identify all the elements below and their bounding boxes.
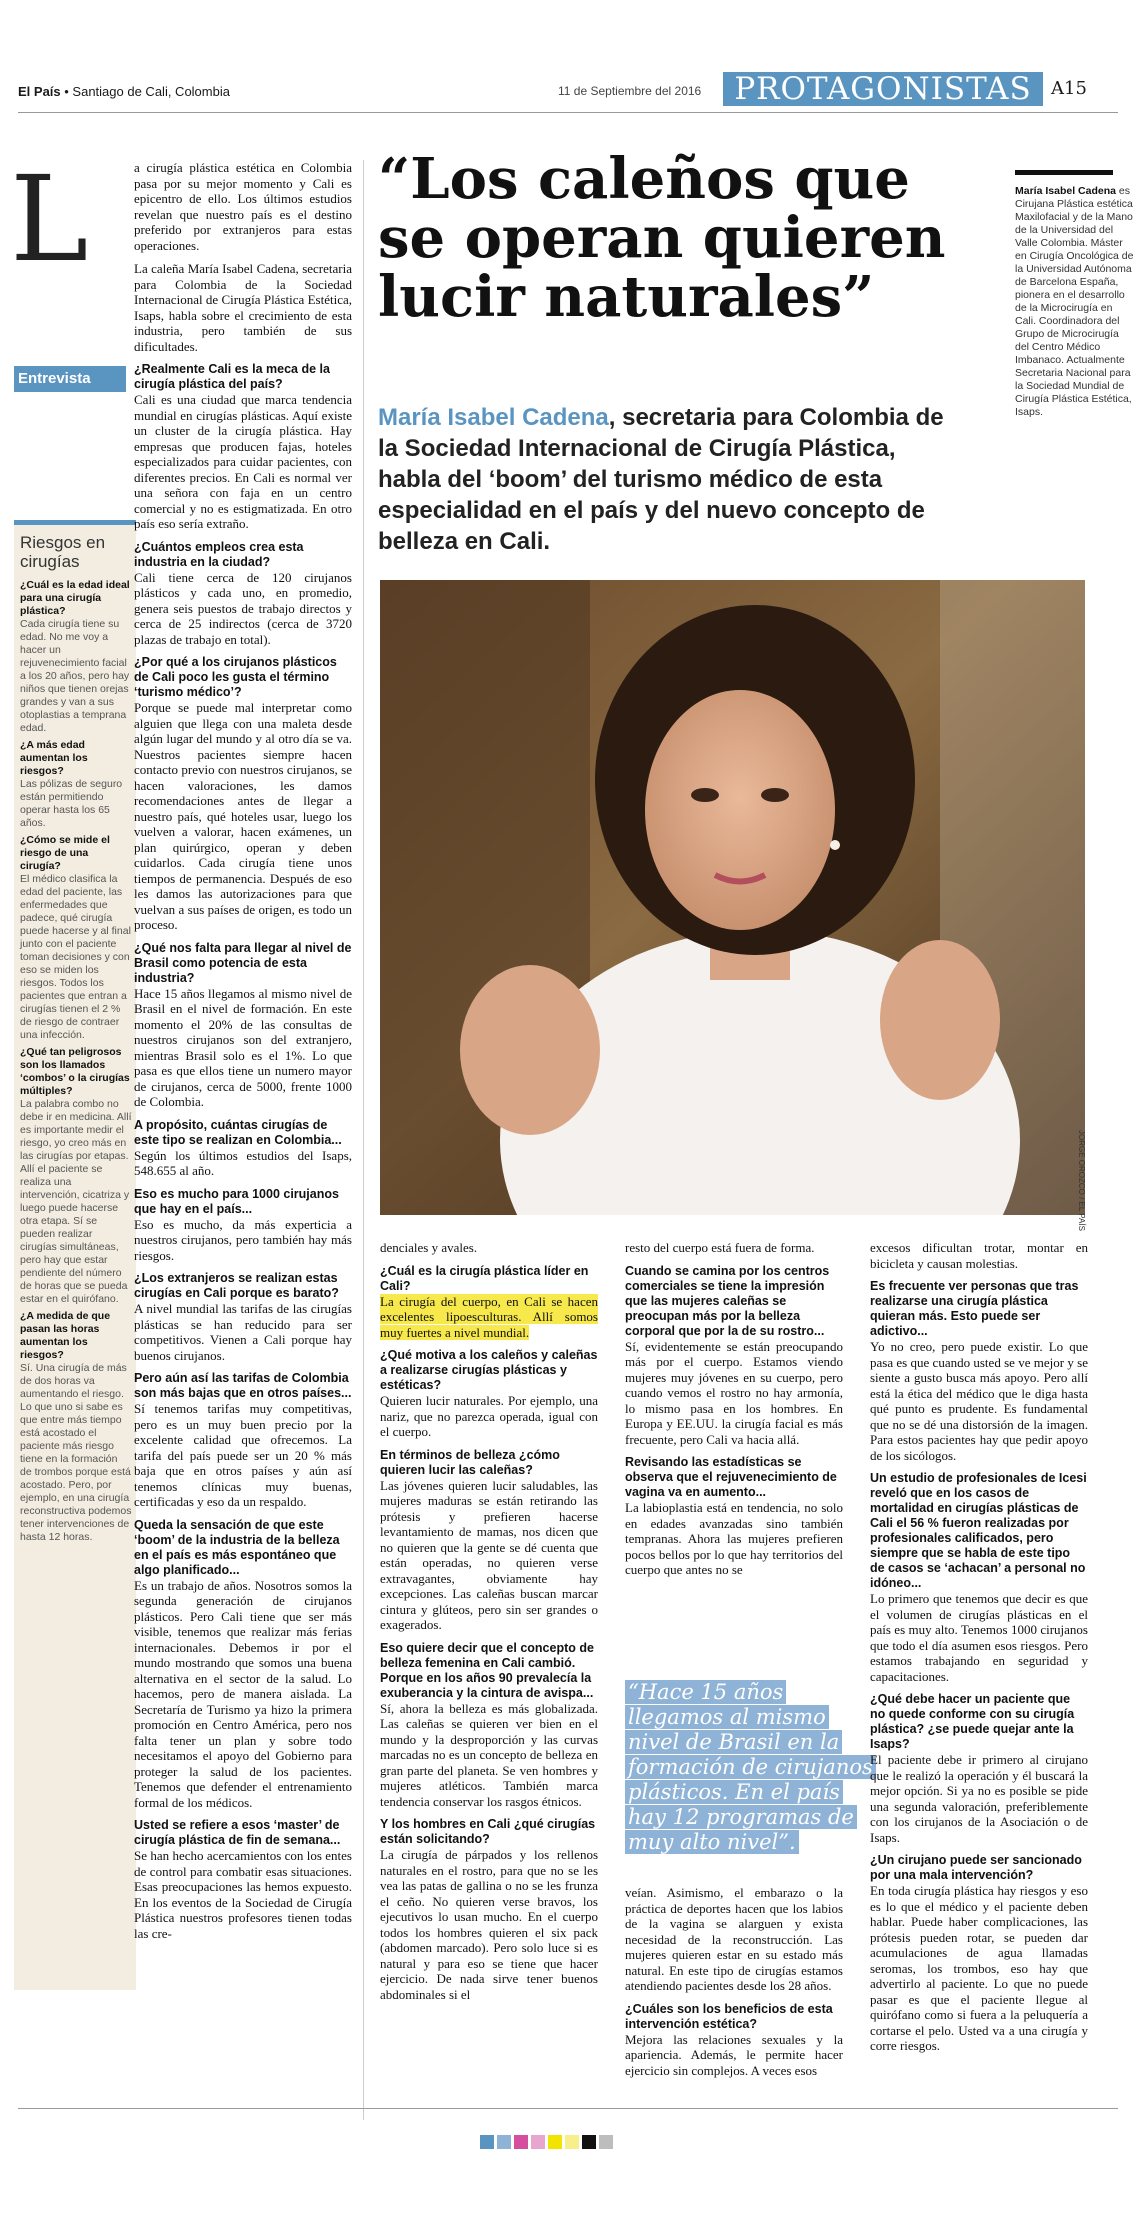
interview-answer: Sí tenemos tarifas muy competitivas, pero es un muy buen precio por la excelente calidad que ofrecemos. La tarifa del país puede ser un 20 % más baja que en otros países y aún así tenemos clínicas muy buenas, certificadas y eso da un respaldo. <box>134 1401 352 1509</box>
sidebar-title: Riesgos en cirugías <box>20 533 106 571</box>
color-swatch <box>497 2135 511 2149</box>
interview-answer: Porque se puede mal interpretar como alguien que llega con una maleta desde algún lugar del mundo y al otro día se va. Nuestros pacientes siempre hacen contacto previo con nuestros cirujanos, se hacen valoraciones, les damos recomendaciones antes de llegar a nuestro país, qué hoteles usar, luego los vuelven a valorar, hacen exámenes, un plan quirúrgico, operan y deben cuidarlos. Cada cirugía tiene unos tiempos de permanencia. Después de eso les damos las autorizaciones para que vuelvan a sus países de origen, es todo un proceso. <box>134 700 352 932</box>
drop-cap: L <box>10 150 89 288</box>
interview-question: Un estudio de profesionales de Icesi reveló que en los casos de mortalidad en cirugías plásticas de Cali el 56 % fueron realizadas por profesionales calificados, pero siempre que se habla de este tipo de casos se ‘achacan’ a personal no idóneo... <box>870 1471 1087 1590</box>
color-swatch <box>565 2135 579 2149</box>
author-bio <box>1015 170 1135 419</box>
article-column-1 <box>134 160 352 2110</box>
interview-question: Usted se refiere a esos ‘master’ de cirugía plástica de fin de semana... <box>134 1818 341 1847</box>
subhead-name: María Isabel Cadena <box>378 404 609 431</box>
pull-quote <box>625 1680 875 1855</box>
sidebar-answer: Las pólizas de seguro están permitiendo operar hasta los 65 años. <box>20 778 123 829</box>
interview-answer: veían. Asimismo, el embarazo o la práctica de deportes hacen que los labios de la vagina se alarguen y exista necesidad de la reconstrucción. Las mujeres quieren estar en su estado más natural. En este tipo de cirugías estamos atendiendo pacientes desde los 28 años. <box>625 1885 843 1993</box>
interview-question: ¿Los extranjeros se realizan estas cirugías en Cali porque es barato? <box>134 1271 339 1300</box>
interview-answer: En toda cirugía plástica hay riesgos y eso es lo que el médico y el paciente deben hablar. Puede haber complicaciones, las prótesis pueden rotar, se pueden dar acumulaciones de agua llamadas seromas, los trombos, eso hay que advertirlo al paciente. Lo que no puede pasar es que el paciente llegue al quirófano como si fuera a la peluquería a cortarse el pelo. Usted va a una cirugía y corre riesgos. <box>870 1883 1088 2053</box>
bio-name: María Isabel Cadena <box>1015 185 1116 197</box>
intro-paragraph: a cirugía plástica estética en Colombia pasa por su mejor momento y Cali es epicentro de ello. Los últimos estudios revelan que nuestro país es el destino preferido por extranjeros para estas operaciones. <box>134 160 352 253</box>
section-title: PROTAGONISTAS <box>723 72 1043 106</box>
sidebar-question: ¿A medida de que pasan las horas aumentan los riesgos? <box>20 1310 111 1361</box>
article-column-2 <box>380 1240 598 2108</box>
issue-date: 11 de Septiembre del 2016 <box>558 84 702 98</box>
interview-question: Revisando las estadísticas se observa que el rejuvenecimiento de vagina va en aumento... <box>625 1455 837 1499</box>
body-paragraph: resto del cuerpo está fuera de forma. <box>625 1240 815 1255</box>
color-swatch <box>582 2135 596 2149</box>
footer-rule <box>18 2108 1118 2109</box>
body-paragraph: excesos dificultan trotar, montar en bicicleta y causan molestias. <box>870 1240 1088 1271</box>
highlighted-answer: La cirugía del cuerpo, en Cali se hacen excelentes lipoesculturas. Allí somos muy fuertes a nivel mundial. <box>380 1293 598 1340</box>
interview-answer: Yo no creo, pero puede existir. Lo que pasa es que cuando usted se ve mejor y se siente a gusto busca más apoyo. Pero allí está la ética del médico que le diga hasta qué punto es prudente. Es fundamental que no se dé una distorsión de la imagen. Para estos pacientes hay que pedir apoyo de los sicólogos. <box>870 1339 1088 1463</box>
sidebar-question: ¿Cuál es la edad ideal para una cirugía plástica? <box>20 579 130 617</box>
headline: “Los caleños que se operan quieren lucir naturales” <box>378 146 946 330</box>
interview-question: ¿Cuál es la cirugía plástica líder en Cali? <box>380 1263 589 1293</box>
sidebar-answer: El médico clasifica la edad del paciente, las enfermedades que padece, qué cirugía puede hacerse y al final junto con el paciente toman decisiones y con eso se miden los riesgos. Todos los pacientes que entran a cirugías tienen el 2 % de riesgo de contraer una infección. <box>20 873 131 1041</box>
interview-answer: Sí, evidentemente se están preocupando más por el cuerpo. Estamos viendo mujeres muy jóvenes en su cuerpo, pero cuando vemos el rostro no hay armonía, lo mismo pasa en los hombres. En Europa y EE.UU. la cirugía facial es más frecuente, pero Cali va hacia allá. <box>625 1338 843 1447</box>
interview-answer: Hace 15 años llegamos al mismo nivel de Brasil en el nivel de formación. En este momento el 20% de las consultas de nuestros cirujanos son del extranjero, mientras Brasil solo es el 1%. Lo que pasa es que ellos tiene un numero mayor de cirujanos, cerca de 5000, frente 1000 de Colombia. <box>134 985 352 1109</box>
interview-answer: Eso es mucho, da más experticia a nuestros cirujanos, pero también hay más riesgos. <box>134 1216 352 1263</box>
color-swatch <box>531 2135 545 2149</box>
sidebar-question: ¿A más edad aumentan los riesgos? <box>20 739 88 777</box>
interview-question: ¿Cuáles son los beneficios de esta intervención estética? <box>625 2001 833 2031</box>
bio-text: es Cirujana Plástica estética Maxilofacial y de la Mano de la Universidad del Valle Colombia. Máster en Cirugía Oncológica de la Universidad Autónoma de Barcelona España, pionera en el desarrollo de la Microcirugía en Cali. Coordinadora del Grupo de Microcirugía del Centro Médico Imbanaco. Actualmente Secretaria Nacional para la Sociedad Mundial de Cirugía Plástica Estética, Isaps. <box>1015 185 1134 418</box>
interview-answer: Según los últimos estudios del Isaps, 548.655 al año. <box>134 1147 352 1178</box>
color-swatch <box>514 2135 528 2149</box>
interview-question: ¿Qué motiva a los caleños y caleñas a realizarse cirugías plásticas y estéticas? <box>380 1348 598 1392</box>
interview-question: Pero aún así las tarifas de Colombia son más bajas que en otros países... <box>134 1371 352 1400</box>
interview-answer: Las jóvenes quieren lucir saludables, las mujeres maduras se están retirando las prótesis y prefieren hacerse levantamiento de mamas, nos dicen que no quieren que la gente se dé cuenta que están operadas, no quieren verse extravagantes, obviamente hay excepciones. Las caleñas buscan marcar cintura y glúteos, pero sin ser grandes o exagerados. <box>380 1477 598 1632</box>
header-rule <box>18 112 1118 113</box>
color-registration-swatches <box>480 2135 616 2149</box>
portrait-photo <box>380 580 1085 1215</box>
publication-name: El País <box>18 84 61 99</box>
sidebar-question: ¿Qué tan peligrosos son los llamados ‘combos’ o la cirugías múltiples? <box>20 1046 130 1097</box>
photo-credit: JORGE OROZCO / EL PAÍS <box>1077 1130 1086 1231</box>
publication-line <box>18 84 230 99</box>
interview-question: A propósito, cuántas cirugías de este tipo se realizan en Colombia... <box>134 1117 342 1147</box>
interview-question: ¿Qué debe hacer un paciente que no quede conforme con su cirugía plástica? ¿se puede quejar ante la Isaps? <box>870 1692 1075 1751</box>
interview-question: ¿Qué nos falta para llegar al nivel de Brasil como potencia de esta industria? <box>134 940 352 985</box>
subhead-text: , secretaria para Colombia de la Sociedad Internacional de Cirugía Plástica, habla del ‘boom’ del turismo médico de esta especialidad en el país y del nuevo concepto de belleza en Cali. <box>378 404 944 555</box>
interview-question: Es frecuente ver personas que tras realizarse una cirugía plástica quieran más. Esto puede ser adictivo... <box>870 1279 1079 1338</box>
portrait-illustration <box>380 580 1085 1215</box>
risks-sidebar <box>14 520 136 1990</box>
interview-question: ¿Por qué a los cirujanos plásticos de Cali poco les gusta el término ‘turismo médico’? <box>134 655 337 699</box>
interview-question: Queda la sensación de que este ‘boom’ de la industria de la belleza en el país es más espontáneo que algo planificado... <box>134 1517 340 1577</box>
interview-question: Eso quiere decir que el concepto de belleza femenina en Cali cambió. Porque en los años 90 prevalecía la exuberancia y la cintura de avispa... <box>380 1640 594 1700</box>
section-tag: Entrevista <box>14 366 126 392</box>
interview-question: En términos de belleza ¿cómo quieren lucir las caleñas? <box>380 1447 560 1477</box>
interview-question: ¿Un cirujano puede ser sancionado por una mala intervención? <box>870 1853 1082 1882</box>
sidebar-answer: Cada cirugía tiene su edad. No me voy a hacer un rejuvenecimiento facial a los 20 años, pero hay niños que tienen orejas grandes y van a sus otoplastias a temprana edad. <box>20 618 130 734</box>
color-swatch <box>548 2135 562 2149</box>
interview-answer: A nivel mundial las tarifas de las cirugías plásticas se han reducido para ser competitivos. Vienen a Cali porque hay buenos cirujanos. <box>134 1301 352 1363</box>
interview-question: Y los hombres en Cali ¿qué cirugías están solicitando? <box>380 1817 596 1846</box>
interview-answer: Cali tiene cerca de 120 cirujanos plásticos y cada uno, en promedio, genera seis puestos de trabajo directos y cerca de 25 indirectos (cerca de 3720 plazas de trabajo en total). <box>134 569 352 647</box>
interview-answer: Quieren lucir naturales. Por ejemplo, una nariz, que no parezca operada, igual con el cuerpo. <box>380 1393 598 1439</box>
article-column-3-top <box>625 1240 843 1680</box>
color-swatch <box>599 2135 613 2149</box>
pull-quote-text: “Hace 15 años llegamos al mismo nivel de Brasil en la formación de cirujanos plásticos. En el país hay 12 programas de muy alto nivel”. <box>625 1680 876 1854</box>
interview-answer: Se han hecho acercamientos con los entes de control para combatir esas situaciones. Esas preocupaciones las hemos expuesto. En los eventos de la Sociedad de Cirugía Plástica nuestros profesores tienen todas las cre- <box>134 1848 352 1941</box>
interview-answer: El paciente debe ir primero al cirujano que le realizó la operación y él buscará la mejor opción. Si ya no es posible se pide una segunda valoración, preferiblemente con los cirujanos de la Asociación o de Isaps. <box>870 1752 1088 1845</box>
sidebar-answer: La palabra combo no debe ir en medicina. Allí es importante medir el riesgo, yo creo más en las cirugías por etapas. Allí el paciente se realiza una intervención, cicatriza y luego puede hacerse otra etapa. Sí se pueden realizar cirugías simultáneas, pero hay que estar pendiente del número de horas que se pueda estar en el quirófano. <box>20 1098 132 1305</box>
interview-answer: Cali es una ciudad que marca tendencia mundial en cirugías plásticas. Aquí existe un cluster de la cirugía plástica. Hay empresas que producen fajas, hoteles especializados para cuidar pacientes, con diferentes precios. En Cali es normal ver una señora con faja en un centro comercial y no es estigmatizada. En otro país eso sería extraño. <box>134 392 352 531</box>
interview-answer: La cirugía de párpados y los rellenos naturales en el rostro, para que no se les vea las patas de gallina o no se les frunza el ceño. No quieren verse bravos, los ejecutivos lo usan mucho. En el cuerpo todos los hombres quieren el six pack (abdomen marcado). Pero solo luce si es natural y para eso se tiene que hacer ejercicio. De nada sirve tener buenos abdominales si el <box>380 1847 598 2002</box>
interview-answer: Sí, ahora la belleza es más globalizada. Las caleñas se quieren ver bien en el mundo y la desproporción y las curvas marcadas no es un concepto de belleza en gran parte del planeta. Se ven hombres y mujeres atléticos. También marca tendencia conservar los rasgos étnicos. <box>380 1700 598 1809</box>
interview-question: Eso es mucho para 1000 cirujanos que hay en el país... <box>134 1186 339 1216</box>
interview-question: Cuando se camina por los centros comerciales se tiene la impresión que las mujeres caleñas se preocupan más por la belleza corporal que por la de su rostro... <box>625 1263 830 1338</box>
article-column-4 <box>870 1240 1088 2108</box>
interview-question: ¿Cuántos empleos crea esta industria en la ciudad? <box>134 539 304 569</box>
body-paragraph: denciales y avales. <box>380 1240 478 1255</box>
interview-question: ¿Realmente Cali es la meca de la cirugía plástica del país? <box>134 362 330 391</box>
color-swatch <box>480 2135 494 2149</box>
interview-answer: La labioplastia está en tendencia, no solo en edades avanzadas sino también tempranas. Ahora las mujeres prefieren pocos bellos por lo que hay territorios del cuerpo que antes no se <box>625 1500 843 1577</box>
column-divider <box>363 160 364 2120</box>
interview-answer: Mejora las relaciones sexuales y la apariencia. Además, le permite hacer ejercicio sin complejos. A veces esos <box>625 2031 843 2078</box>
page-header <box>18 72 1118 112</box>
subheadline <box>378 402 958 557</box>
sidebar-answer: Sí. Una cirugía de más de dos horas va aumentando el riesgo. Lo que uno si sabe es que entre más tiempo está acostado el paciente más riesgo tiene en la formación de trombos porque está acostado. Pero, por ejemplo, en una cirugía reconstructiva podemos tener intervenciones de hasta 12 horas. <box>20 1362 132 1543</box>
sidebar-question: ¿Cómo se mide el riesgo de una cirugía? <box>20 834 110 872</box>
body-paragraph: La caleña María Isabel Cadena, secretaria para Colombia de la Sociedad Internacional de Cirugía Plástica Estética, Isaps, habla sobre el crecimiento de esta industria, pero también de sus dificultades. <box>134 261 352 354</box>
interview-answer <box>380 1294 598 1341</box>
article-column-3-bottom <box>625 1885 843 2110</box>
page-number: A15 <box>1051 78 1087 99</box>
interview-answer: Es un trabajo de años. Nosotros somos la segunda generación de cirujanos plásticos. Pero Cali tiene que ser más visible, tenemos que realizar más ferias internacionales. Debemos ir por el mundo mostrando que somos una buena alternativa en el sector de la salud. Lo hacemos, pero de manera aislada. La Secretaría de Turismo ya hizo la primera promoción en Centro América, pero nos falta tener un plan y sobre todo necesitamos el apoyo del Gobierno para proteger la salud de los pacientes. Tenemos que defender el entrenamiento formal de los médicos. <box>134 1577 352 1810</box>
publication-location: • Santiago de Cali, Colombia <box>64 84 230 99</box>
interview-answer: Lo primero que tenemos que decir es que el volumen de cirugías plásticas en el país es muy alto. Tenemos 1000 cirujanos que todo el día asumen esos riesgos. Pero estamos trabajando en seguridad y capacitaciones. <box>870 1591 1088 1684</box>
